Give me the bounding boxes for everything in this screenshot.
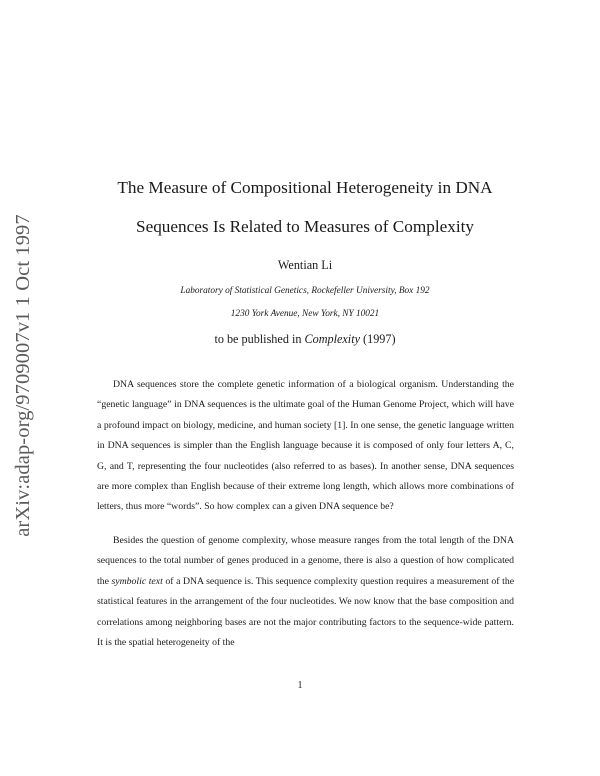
- arxiv-identifier: arXiv:adap-org/9709007v1 1 Oct 1997: [11, 213, 34, 537]
- paper-title: [100, 168, 510, 246]
- page-number: 1: [297, 680, 303, 691]
- paragraph-2-text: [97, 531, 514, 653]
- body-paragraph-2: [97, 531, 514, 653]
- paragraph-2-end: of a DNA sequence is. This sequence complexity question requires a measurement of the statistical features in the arrangement of the four nucleotides. We now know that the base composition and correlations among neighboring bases are not the major contributing factors to the sequence-wide pattern. It is the spatial heterogeneity of the: [97, 575, 515, 649]
- journal-name: Complexity: [304, 332, 360, 346]
- body-paragraph-1: [97, 375, 514, 518]
- publication-prefix: to be published in: [214, 332, 302, 346]
- affiliation-line-1: Laboratory of Statistical Genetics, Rockefeller University, Box 192: [180, 286, 430, 296]
- paragraph-1-text: DNA sequences store the complete genetic information of a biological organism. Understanding the “genetic language” in DNA sequences is the ultimate goal of the Human Genome Project, which will have a profound impact on biology, medicine, and human society [1]. In one sense, the genetic language written in DNA sequences is simpler than the English language because it is composed of only four letters A, C, G, and T, representing the four nucleotides (also referred to as bases). In another sense, DNA sequences are more complex than English because of their extreme long length, which allows more combinations of letters, thus more “words”. So how complex can a given DNA sequence be?: [97, 379, 514, 513]
- arxiv-side-stamp: [8, 200, 38, 550]
- affiliation-line-2: 1230 York Avenue, New York, NY 10021: [230, 309, 380, 319]
- publication-year: (1997): [363, 332, 396, 346]
- paragraph-2-start: Besides the question of genome complexity, whose measure ranges from the total length of the DNA sequences to the total number of genes produced in a genome, there is also a question of how complicated the: [97, 535, 514, 587]
- author-name: Wentian Li: [277, 258, 333, 272]
- title-line-1: The Measure of Compositional Heterogeneity in DNA: [117, 178, 493, 197]
- paragraph-2-emphasis: symbolic text: [111, 575, 163, 587]
- publication-note: [100, 332, 510, 347]
- title-line-2: Sequences Is Related to Measures of Complexity: [136, 217, 474, 236]
